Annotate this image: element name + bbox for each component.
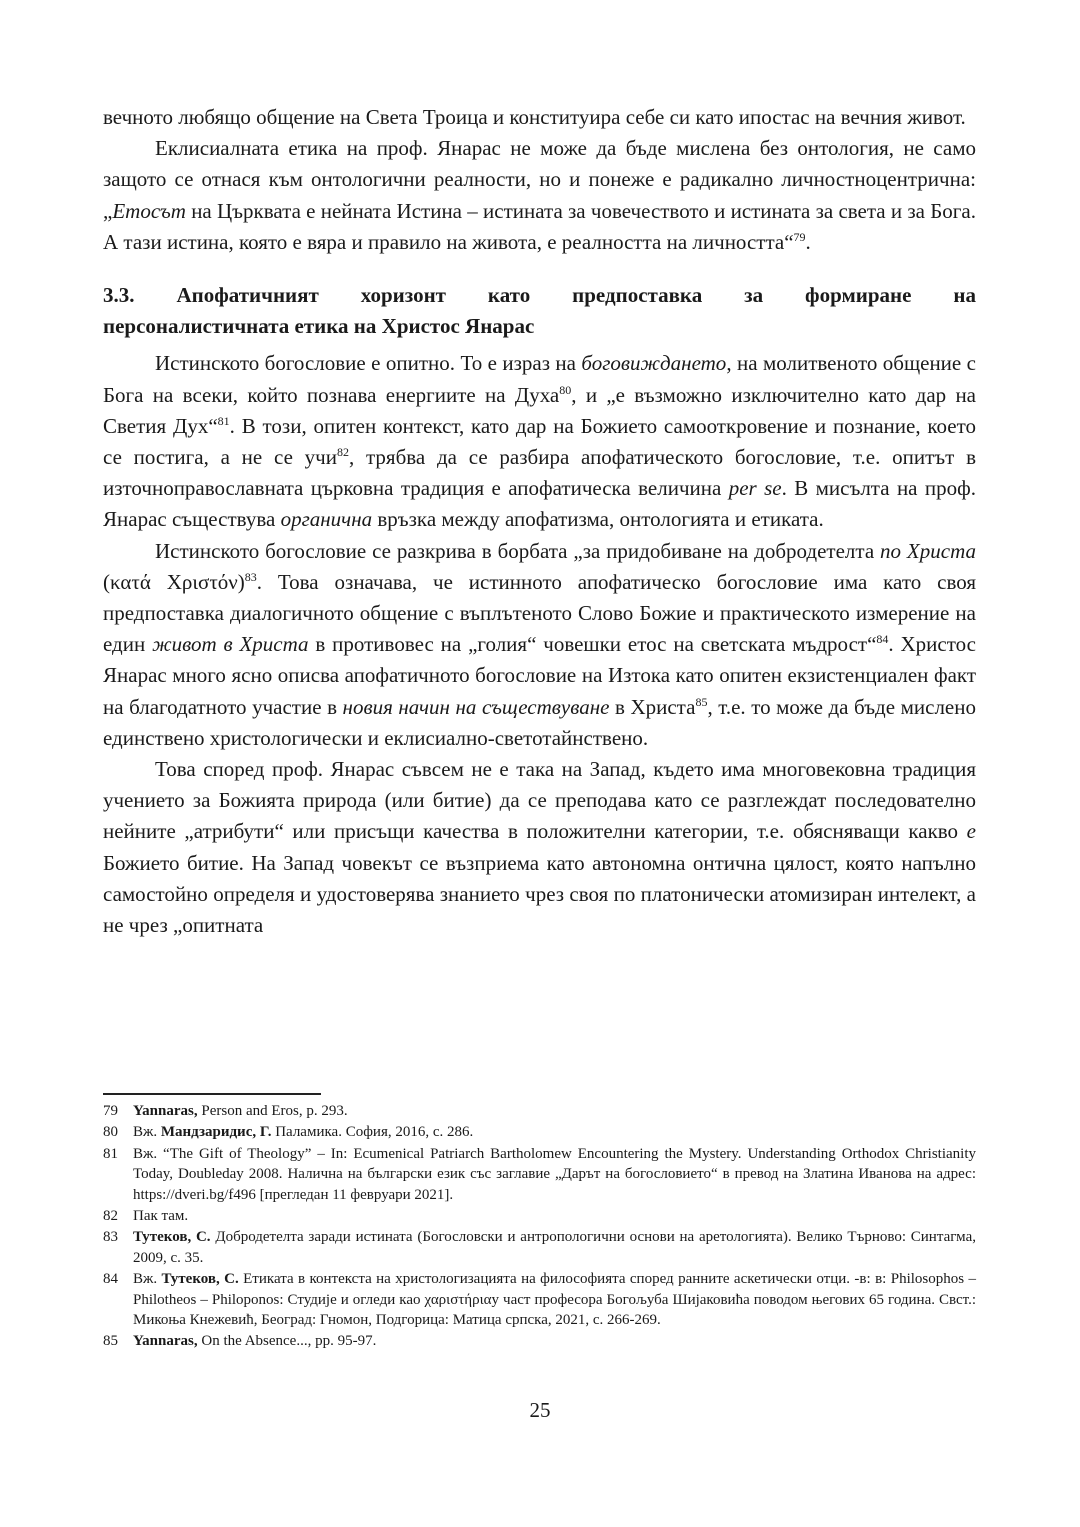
footnote-ref-83[interactable]: 83 — [244, 569, 257, 584]
text-run: връзка между апофатизма, онтологията и етиката. — [372, 507, 824, 532]
text-run: Пак там. — [133, 1208, 189, 1225]
footnote-ref-85[interactable]: 85 — [695, 694, 708, 709]
footnote-text — [133, 1269, 976, 1330]
section-heading-line-1: 3.3. Апофатичният хоризонт като предпоставка за формиране на — [103, 283, 976, 308]
footnote-separator — [103, 1093, 321, 1095]
author-name: Yannaras, — [133, 1103, 198, 1119]
paragraph-1-text: вечното любящо общение на Света Троица и конституира себе си като ипостас на вечния живот. — [103, 105, 966, 129]
page-number: 25 — [529, 1398, 551, 1422]
paragraph-3 — [103, 348, 976, 535]
text-run: Истинското богословие се разкрива в борбата „за придобиване на добродетелта — [155, 538, 881, 563]
text-run: на Църквата е нейната Истина – истината за човечеството и истината за света и за Бога. А тази истина, която е вяра и правило на живота, е реалността на личността“ — [103, 198, 976, 254]
text-run: . В този, опитен контекст, като дар на Божието самооткровение и познание, което се постига, а не се учи — [103, 413, 977, 470]
author-name: Тутеков, С. — [133, 1229, 211, 1246]
text-run: Еклисиалната етика на проф. Янарас не може да бъде мислена без онтология, не само защото се отнася към онтологични реалности, но и понеже е радикално личностноцентрична: „ — [103, 136, 976, 223]
footnote-number: 81 — [103, 1145, 118, 1162]
paragraph-2 — [103, 133, 976, 258]
footnote-84 — [103, 1269, 976, 1330]
section-heading — [103, 280, 976, 342]
text-run: , на молитвеното общение с Бога на всеки, който познава енергиите на Духа — [103, 351, 976, 407]
text-run: Person and Eros, p. 293. — [197, 1103, 348, 1119]
text-run: . Това означава, че истинното апофатическо богословие има като своя предпоставка диалогичното общение с въплътеното Слово Божие и практическото измерение на един — [103, 569, 976, 657]
footnote-number: 79 — [103, 1103, 118, 1119]
footnote-number: 83 — [103, 1229, 118, 1246]
italic-term: per se — [728, 476, 782, 501]
footnote-ref-84[interactable]: 84 — [876, 632, 889, 647]
section-heading-line-2: персоналистичната етика на Христос Янарас — [103, 314, 535, 339]
footnote-ref-82[interactable]: 82 — [336, 445, 349, 460]
footnote-text — [133, 1227, 976, 1268]
text-run: Истинското богословие е опитно. То е израз на — [155, 351, 582, 376]
text-run: . — [805, 229, 811, 254]
text-run: Добродетелта заради истината (Богословски и антропологични основи на аретологията). Велико Търново: Синтагма, 2009, с. 35. — [133, 1229, 976, 1266]
text-run: . В мисълта на проф. Янарас съществува — [103, 476, 976, 532]
text-run: Етиката в контекста на христологизацията на философията според ранните аскетически отци. -в: в: Philosophos – Philotheos – Philoponos: Студије и огледи као χαριστήριαу част професора Богољуба Шијаковића поводом његових 65 година. Свст.: Микоња Кнежевић, Београд: Гномон, Подгорица: Матица српска, 2021, с. 266-269. — [133, 1271, 976, 1329]
footnotes — [103, 1101, 976, 1353]
paragraph-4 — [103, 536, 976, 754]
footnote-text — [133, 1206, 976, 1226]
italic-term: боговиждането — [581, 351, 727, 376]
text-run: Божието битие. На Запад човекът се възприема като автономна онтична цялост, която напълно самостойно определя и удостоверява знанието чрез своя по платонически атомизиран интелект, а не чрез „опитната — [103, 850, 976, 938]
footnote-79 — [103, 1101, 976, 1121]
text-run: , т.е. то може да бъде мислено единствено христологически и еклисиално-светотайнствено. — [103, 694, 976, 750]
footnote-text — [133, 1122, 976, 1142]
text-run: Вж. “The Gift of Theology” – In: Ecumenical Patriarch Bartholomew Encountering the Mystery. Understanding Orthodox Christianity Today, Doubleday 2008. Налична на български език със заглавие „Дарът на богословието“ в превод на Златина Иванова на адрес: https://dveri.bg/f496 [прегледан 11 февруари 2021]. — [133, 1145, 976, 1203]
text-run: , трябва да се разбира апофатическото богословие, т.е. опитът в източноправославната църковна традиция е апофатическа величина — [103, 445, 976, 501]
author-name: Мандзаридис, Г. — [160, 1124, 272, 1141]
main-text — [103, 102, 976, 941]
footnote-83 — [103, 1227, 976, 1268]
italic-term: по Христа — [880, 538, 976, 563]
text-run: (κατά Χριστόν) — [103, 569, 245, 594]
footnote-text — [133, 1101, 976, 1121]
italic-term: новия начин на съществуване — [342, 694, 610, 719]
footnote-number: 84 — [103, 1271, 118, 1288]
italic-term: е — [966, 819, 976, 844]
footnote-85 — [103, 1331, 976, 1351]
footnote-number: 85 — [103, 1333, 118, 1350]
footnote-number: 80 — [103, 1124, 118, 1141]
footnote-81 — [103, 1144, 976, 1205]
footnote-text — [133, 1331, 976, 1351]
text-run: . Христос Янарас много ясно описва апофатичното богословие на Изтока като опитен екзистенциален факт на благодатното участие в — [103, 632, 976, 719]
author-name: Тутеков, С. — [161, 1271, 239, 1288]
footnote-ref-80[interactable]: 80 — [559, 382, 572, 397]
text-run: в Христа — [609, 694, 696, 719]
paragraph-5 — [103, 754, 976, 941]
text-run: в противовес на „голия“ човешки етос на светската мъдрост“ — [308, 632, 877, 657]
italic-term: Етосът — [112, 198, 186, 223]
text-run: Вж. — [133, 1271, 162, 1288]
footnote-82 — [103, 1206, 976, 1226]
text-run: Вж. — [133, 1124, 161, 1141]
footnote-ref-79[interactable]: 79 — [793, 229, 806, 244]
footnote-ref-81[interactable]: 81 — [217, 413, 230, 428]
paragraph-1 — [103, 102, 976, 133]
italic-term: органична — [280, 507, 373, 532]
italic-term: живот в Христа — [152, 632, 309, 657]
footnote-number: 82 — [103, 1208, 118, 1225]
footnote-text — [133, 1144, 976, 1205]
text-run: On the Absence..., pp. 95-97. — [197, 1333, 377, 1350]
author-name: Yannaras, — [133, 1333, 198, 1350]
text-run: Това според проф. Янарас съвсем не е така на Запад, където има многовековна традиция учението за Божията природа (или битие) да се преподава като се разглеждат последователно нейните „атрибути“ или присъщи качества в положителни категории, т.е. обясняващи какво — [103, 757, 976, 844]
text-run: Паламика. София, 2016, с. 286. — [271, 1124, 474, 1141]
text-run: , и „е възможно изключително като дар на Светия Дух“ — [103, 382, 977, 438]
footnote-80 — [103, 1122, 976, 1142]
